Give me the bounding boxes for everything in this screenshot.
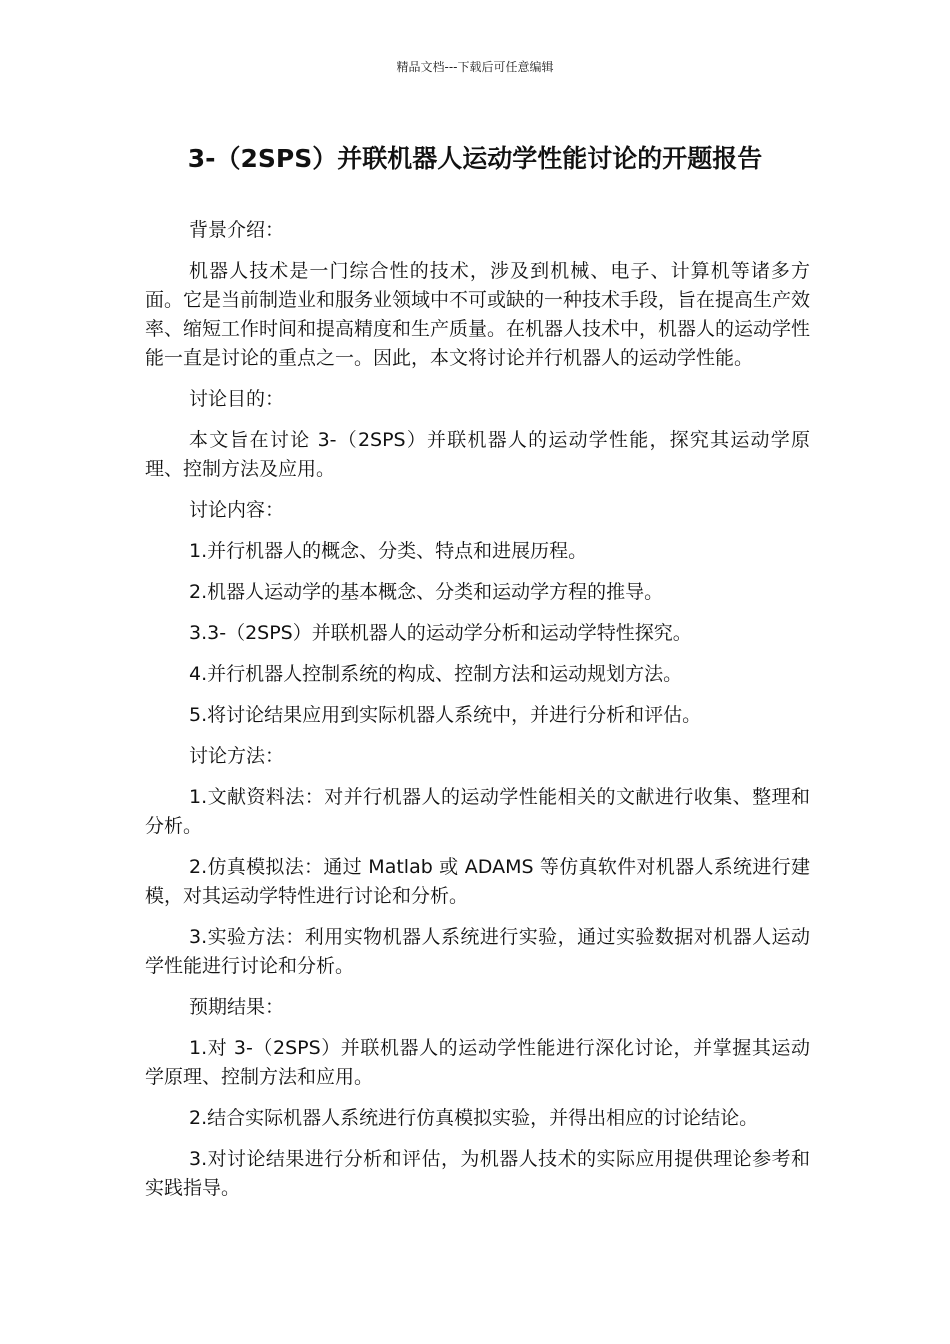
paragraph-purpose: 本文旨在讨论 3-（2SPS）并联机器人的运动学性能，探究其运动学原理、控制方法及应用。 [145,429,810,480]
paragraph-background: 机器人技术是一门综合性的技术，涉及到机械、电子、计算机等诸多方面。它是当前制造业和服务业领域中不可或缺的一种技术手段，旨在提高生产效率、缩短工作时间和提高精度和生产质量。在机器人技术中，机器人的运动学性能一直是讨论的重点之一。因此，本文将讨论并行机器人的运动学性能。 [145,260,811,369]
list-item-content-2: 2.机器人运动学的基本概念、分类和运动学方程的推导。 [189,581,664,603]
list-item-result-3: 3.对讨论结果进行分析和评估，为机器人技术的实际应用提供理论参考和实践指导。 [145,1148,810,1199]
list-item-content-1: 1.并行机器人的概念、分类、特点和进展历程。 [189,540,588,562]
section-heading-content: 讨论内容： [189,499,285,521]
page-header-watermark: 精品文档---下载后可任意编辑 [396,60,554,74]
document-body [145,216,810,1215]
list-item-method-2: 2.仿真模拟法：通过 Matlab 或 ADAMS 等仿真软件对机器人系统进行建模，对其运动学特性进行讨论和分析。 [145,856,810,907]
list-item-result-1: 1.对 3-（2SPS）并联机器人的运动学性能进行深化讨论，并掌握其运动学原理、控制方法和应用。 [145,1037,810,1088]
document-title: 3-（2SPS）并联机器人运动学性能讨论的开题报告 [187,144,763,173]
list-item-content-4: 4.并行机器人控制系统的构成、控制方法和运动规划方法。 [189,663,683,685]
section-heading-methods: 讨论方法： [189,745,285,767]
list-item-result-2: 2.结合实际机器人系统进行仿真模拟实验，并得出相应的讨论结论。 [189,1107,759,1129]
list-item-content-5: 5.将讨论结果应用到实际机器人系统中，并进行分析和评估。 [189,704,702,726]
section-heading-background: 背景介绍： [189,219,285,241]
section-heading-expected-results: 预期结果： [189,996,285,1018]
section-heading-purpose: 讨论目的： [189,388,285,410]
list-item-content-3: 3.3-（2SPS）并联机器人的运动学分析和运动学特性探究。 [189,622,692,644]
list-item-method-1: 1.文献资料法：对并行机器人的运动学性能相关的文献进行收集、整理和分析。 [145,786,810,837]
list-item-method-3: 3.实验方法：利用实物机器人系统进行实验，通过实验数据对机器人运动学性能进行讨论和分析。 [145,926,810,977]
